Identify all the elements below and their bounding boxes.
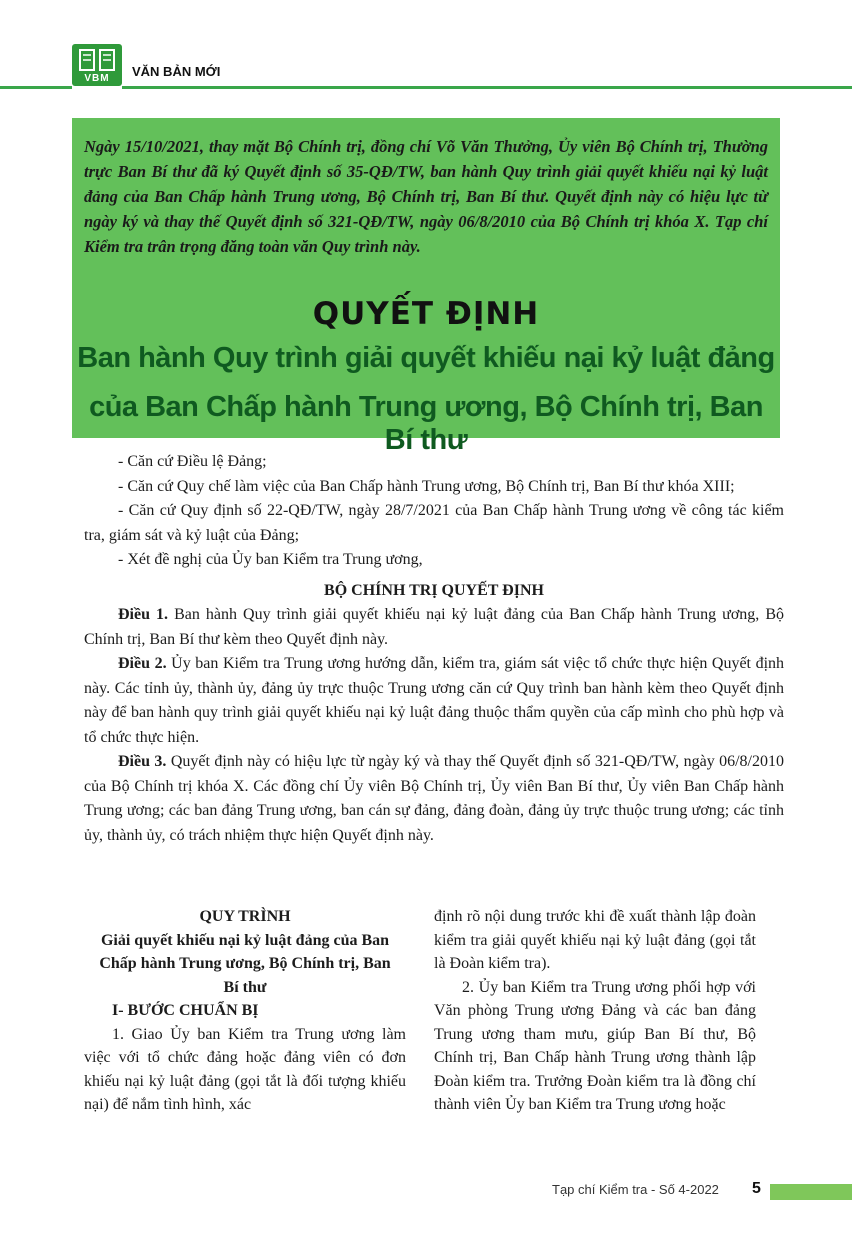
footer-bar — [770, 1184, 852, 1200]
article-label: Điều 2. — [118, 655, 167, 672]
article-label: Điều 3. — [118, 753, 167, 770]
decision-subtitle-line-2: của Ban Chấp hành Trung ương, Bộ Chính trị, Ban Bí thư — [89, 391, 763, 456]
article-3 — [84, 750, 784, 848]
procedure-paragraph: 1. Giao Ủy ban Kiểm tra Trung ương làm việc với tổ chức đảng hoặc đảng viên có đơn khiếu nại kỷ luật đảng (gọi tắt là đối tượng khiếu nại) để nắm tình hình, xác — [84, 1025, 406, 1113]
article-text: Ủy ban Kiểm tra Trung ương hướng dẫn, kiểm tra, giám sát việc tổ chức thực hiện Quyết định này. Các tỉnh ủy, thành ủy, đảng ủy trực thuộc Trung ương căn cứ Quy trình ban hành kèm theo Quyết định này để ban hành quy trình giải quyết khiếu nại kỷ luật đảng thuộc thẩm quyền của cấp mình cho phù hợp và tổ chức thực hiện. — [84, 655, 785, 746]
article-label: Điều 1. — [118, 606, 169, 623]
procedure-left-column — [84, 905, 406, 1117]
article-text: Ban hành Quy trình giải quyết khiếu nại kỷ luật đảng của Ban Chấp hành Trung ương, Bộ Chính trị, Ban Bí thư kèm theo Quyết định này. — [84, 606, 785, 648]
book-icon — [72, 46, 122, 74]
article-1 — [84, 603, 784, 652]
decision-subtitle-line-1: Ban hành Quy trình giải quyết khiếu nại kỷ luật đảng — [77, 342, 775, 374]
header-rule — [122, 86, 852, 89]
procedure-paragraph: định rõ nội dung trước khi đề xuất thành lập đoàn kiểm tra giải quyết khiếu nại kỷ luật đảng (gọi tắt là Đoàn kiểm tra). — [434, 908, 756, 972]
basis-item: - Xét đề nghị của Ủy ban Kiểm tra Trung ương, — [118, 551, 423, 568]
basis-item: - Căn cứ Quy chế làm việc của Ban Chấp hành Trung ương, Bộ Chính trị, Ban Bí thư khóa XIII; — [118, 477, 735, 495]
section-label: VĂN BẢN MỚI — [132, 64, 221, 79]
journal-footer: Tạp chí Kiểm tra - Số 4-2022 — [552, 1182, 719, 1197]
article-text: Quyết định này có hiệu lực từ ngày ký và thay thế Quyết định số 321-QĐ/TW, ngày 06/8/2010 của Bộ Chính trị khóa X. Các đồng chí Ủy viên Bộ Chính trị, Ủy viên Ban Bí thư, Ủy viên Ban Chấp hành Trung ương; các ban đảng Trung ương, ban cán sự đảng, đảng đoàn, đảng ủy trực thuộc trung ương; các tỉnh ủy, thành ủy, có trách nhiệm thực hiện Quyết định này. — [84, 753, 784, 844]
intro-text: Ngày 15/10/2021, thay mặt Bộ Chính trị, đồng chí Võ Văn Thưởng, Ủy viên Bộ Chính trị, Thường trực Ban Bí thư đã ký Quyết định số 35-QĐ/TW, ban hành Quy trình giải quyết khiếu nại kỷ luật đảng của Ban Chấp hành Trung ương, Bộ Chính trị, Ban Bí thư. Quyết định này có hiệu lực từ ngày ký và thay thế Quyết định số 321-QĐ/TW, ngày 06/8/2010 của Bộ Chính trị khóa X. Tạp chí Kiểm tra trân trọng đăng toàn văn Quy trình này. — [84, 137, 768, 256]
magazine-logo — [72, 44, 122, 86]
page-number: 5 — [752, 1180, 761, 1197]
procedure-right-column — [434, 905, 756, 1117]
procedure-paragraph: 2. Ủy ban Kiểm tra Trung ương phối hợp với Văn phòng Trung ương Đảng và các ban đảng Trung ương tham mưu, giúp Ban Bí thư, Bộ Chính trị, Ban Chấp hành Trung ương thành lập Đoàn kiểm tra. Trưởng Đoàn kiểm tra là đồng chí thành viên Ủy ban Kiểm tra Trung ương hoặc — [434, 978, 756, 1113]
basis-item: - Căn cứ Điều lệ Đảng; — [118, 453, 267, 470]
decides-heading: BỘ CHÍNH TRỊ QUYẾT ĐỊNH — [324, 581, 544, 599]
logo-text: VBM — [84, 73, 110, 84]
section-heading: I- BƯỚC CHUẨN BỊ — [112, 1002, 259, 1019]
page-header — [0, 0, 852, 110]
article-2 — [84, 652, 784, 750]
decision-title: QUYẾT ĐỊNH — [312, 296, 540, 332]
procedure-heading: QUY TRÌNH — [199, 908, 291, 925]
header-rule-left — [0, 86, 72, 89]
procedure-subheading: Giải quyết khiếu nại kỷ luật đảng của Ban Chấp hành Trung ương, Bộ Chính trị, Ban Bí thư — [99, 931, 391, 996]
legal-bases — [84, 450, 784, 848]
basis-item: - Căn cứ Quy định số 22-QĐ/TW, ngày 28/7/2021 của Ban Chấp hành Trung ương về công tác kiểm tra, giám sát và kỷ luật của Đảng; — [84, 502, 784, 544]
